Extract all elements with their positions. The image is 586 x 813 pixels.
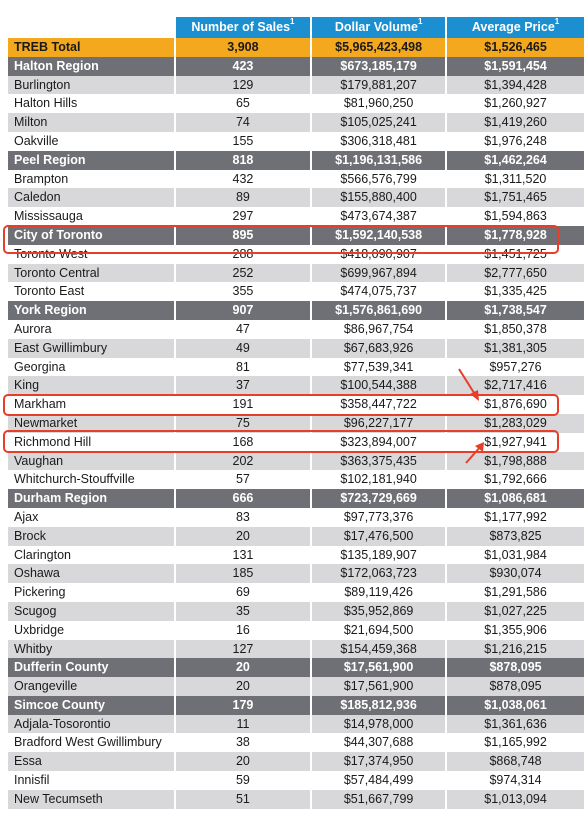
number-of-sales-cell: 297: [176, 207, 310, 226]
average-price-cell: $1,462,264: [447, 151, 584, 170]
table-row-bradford-west-gwillimbury: [8, 733, 584, 752]
average-price-cell: $1,394,428: [447, 76, 584, 95]
dollar-volume-cell: $67,683,926: [312, 339, 445, 358]
area-name-cell: Adjala-Tosorontio: [8, 715, 174, 734]
number-of-sales-cell: 47: [176, 320, 310, 339]
average-price-cell: $1,311,520: [447, 170, 584, 189]
area-name-cell: Halton Hills: [8, 94, 174, 113]
average-price-cell: $1,451,725: [447, 245, 584, 264]
area-name-cell: Peel Region: [8, 151, 174, 170]
average-price-cell: $1,876,690: [447, 395, 584, 414]
average-price-cell: $1,165,992: [447, 733, 584, 752]
number-of-sales-cell: 83: [176, 508, 310, 527]
dollar-volume-cell: $105,025,241: [312, 113, 445, 132]
area-name-cell: Georgina: [8, 358, 174, 377]
number-of-sales-cell: 75: [176, 414, 310, 433]
dollar-volume-cell: $51,667,799: [312, 790, 445, 809]
number-of-sales-cell: 129: [176, 76, 310, 95]
table-row-essa: [8, 752, 584, 771]
average-price-cell: $1,778,928: [447, 226, 584, 245]
area-name-cell: Burlington: [8, 76, 174, 95]
dollar-volume-cell: $17,561,900: [312, 658, 445, 677]
dollar-volume-cell: $14,978,000: [312, 715, 445, 734]
average-price-cell: $2,717,416: [447, 376, 584, 395]
average-price-cell: $1,526,465: [447, 38, 584, 57]
number-of-sales-cell: 11: [176, 715, 310, 734]
number-of-sales-cell: 155: [176, 132, 310, 151]
number-of-sales-cell: 49: [176, 339, 310, 358]
table-row-mississauga: [8, 207, 584, 226]
average-price-cell: $1,283,029: [447, 414, 584, 433]
average-price-cell: $1,792,666: [447, 470, 584, 489]
region-row-city-of-toronto: [8, 226, 584, 245]
area-name-cell: Halton Region: [8, 57, 174, 76]
table-row-new-tecumseth: [8, 790, 584, 809]
area-name-cell: Markham: [8, 395, 174, 414]
number-of-sales-cell: 191: [176, 395, 310, 414]
dollar-volume-cell: $306,318,481: [312, 132, 445, 151]
area-name-cell: Bradford West Gwillimbury: [8, 733, 174, 752]
number-of-sales-cell: 20: [176, 658, 310, 677]
table-row-toronto-west: [8, 245, 584, 264]
table-row-caledon: [8, 188, 584, 207]
table-row-aurora: [8, 320, 584, 339]
average-price-cell: $1,031,984: [447, 546, 584, 565]
header-average-price: Average Price$^1$: [447, 17, 584, 38]
number-of-sales-cell: 65: [176, 94, 310, 113]
number-of-sales-cell: 89: [176, 188, 310, 207]
table-row-ajax: [8, 508, 584, 527]
average-price-cell: $1,260,927: [447, 94, 584, 113]
average-price-cell: $974,314: [447, 771, 584, 790]
number-of-sales-cell: 818: [176, 151, 310, 170]
dollar-volume-cell: $57,484,499: [312, 771, 445, 790]
area-name-cell: Toronto West: [8, 245, 174, 264]
average-price-cell: $1,361,636: [447, 715, 584, 734]
dollar-volume-cell: $81,960,250: [312, 94, 445, 113]
area-name-cell: Toronto Central: [8, 264, 174, 283]
table-row-whitby: [8, 640, 584, 659]
number-of-sales-cell: 288: [176, 245, 310, 264]
area-name-cell: New Tecumseth: [8, 790, 174, 809]
area-name-cell: East Gwillimbury: [8, 339, 174, 358]
region-row-dufferin-county: [8, 658, 584, 677]
average-price-cell: $873,825: [447, 527, 584, 546]
dollar-volume-cell: $1,576,861,690: [312, 301, 445, 320]
number-of-sales-cell: 252: [176, 264, 310, 283]
number-of-sales-cell: 423: [176, 57, 310, 76]
table-row-halton-hills: [8, 94, 584, 113]
dollar-volume-cell: $473,674,387: [312, 207, 445, 226]
dollar-volume-cell: $418,090,907: [312, 245, 445, 264]
area-name-cell: Essa: [8, 752, 174, 771]
footnote-mark: 1: [417, 17, 423, 27]
region-row-treb-total: [8, 38, 584, 57]
dollar-volume-cell: $185,812,936: [312, 696, 445, 715]
dollar-volume-cell: $5,965,423,498: [312, 38, 445, 57]
number-of-sales-cell: 59: [176, 771, 310, 790]
dollar-volume-cell: $179,881,207: [312, 76, 445, 95]
average-price-cell: $1,013,094: [447, 790, 584, 809]
number-of-sales-cell: 131: [176, 546, 310, 565]
sales-table: [6, 17, 586, 809]
area-name-cell: Brock: [8, 527, 174, 546]
dollar-volume-cell: $21,694,500: [312, 621, 445, 640]
dollar-volume-cell: $474,075,737: [312, 282, 445, 301]
dollar-volume-cell: $1,592,140,538: [312, 226, 445, 245]
average-price-cell: $878,095: [447, 658, 584, 677]
table-row-markham: [8, 395, 584, 414]
number-of-sales-cell: 3,908: [176, 38, 310, 57]
number-of-sales-cell: 37: [176, 376, 310, 395]
number-of-sales-cell: 355: [176, 282, 310, 301]
dollar-volume-cell: $1,196,131,586: [312, 151, 445, 170]
table-row-pickering: [8, 583, 584, 602]
dollar-volume-cell: $723,729,669: [312, 489, 445, 508]
area-name-cell: Toronto East: [8, 282, 174, 301]
number-of-sales-cell: 202: [176, 452, 310, 471]
table-row-whitchurch-stouffville: [8, 470, 584, 489]
number-of-sales-cell: 69: [176, 583, 310, 602]
number-of-sales-cell: 38: [176, 733, 310, 752]
dollar-volume-cell: $673,185,179: [312, 57, 445, 76]
table-row-georgina: [8, 358, 584, 377]
dollar-volume-cell: $100,544,388: [312, 376, 445, 395]
number-of-sales-cell: 666: [176, 489, 310, 508]
dollar-volume-cell: $97,773,376: [312, 508, 445, 527]
number-of-sales-cell: 432: [176, 170, 310, 189]
average-price-cell: $1,419,260: [447, 113, 584, 132]
header-dollar-volume: Dollar Volume$^1$: [312, 17, 445, 38]
dollar-volume-cell: $699,967,894: [312, 264, 445, 283]
region-row-peel-region: [8, 151, 584, 170]
average-price-cell: $1,355,906: [447, 621, 584, 640]
area-name-cell: Durham Region: [8, 489, 174, 508]
dollar-volume-cell: $96,227,177: [312, 414, 445, 433]
area-name-cell: York Region: [8, 301, 174, 320]
table-row-brock: [8, 527, 584, 546]
dollar-volume-cell: $363,375,435: [312, 452, 445, 471]
table-row-innisfil: [8, 771, 584, 790]
table-row-orangeville: [8, 677, 584, 696]
dollar-volume-cell: $154,459,368: [312, 640, 445, 659]
dollar-volume-cell: $17,561,900: [312, 677, 445, 696]
table-row-vaughan: [8, 452, 584, 471]
area-name-cell: Innisfil: [8, 771, 174, 790]
average-price-cell: $1,335,425: [447, 282, 584, 301]
area-name-cell: Richmond Hill: [8, 433, 174, 452]
dollar-volume-cell: $77,539,341: [312, 358, 445, 377]
average-price-cell: $1,594,863: [447, 207, 584, 226]
area-name-cell: Pickering: [8, 583, 174, 602]
dollar-volume-cell: $172,063,723: [312, 564, 445, 583]
table-row-brampton: [8, 170, 584, 189]
dollar-volume-cell: $89,119,426: [312, 583, 445, 602]
average-price-cell: $1,291,586: [447, 583, 584, 602]
area-name-cell: Caledon: [8, 188, 174, 207]
table-row-toronto-central: [8, 264, 584, 283]
number-of-sales-cell: 20: [176, 752, 310, 771]
average-price-cell: $1,850,378: [447, 320, 584, 339]
dollar-volume-cell: $566,576,799: [312, 170, 445, 189]
area-name-cell: Orangeville: [8, 677, 174, 696]
table-row-newmarket: [8, 414, 584, 433]
dollar-volume-cell: $323,894,007: [312, 433, 445, 452]
average-price-cell: $1,976,248: [447, 132, 584, 151]
average-price-cell: $1,027,225: [447, 602, 584, 621]
average-price-cell: $868,748: [447, 752, 584, 771]
number-of-sales-cell: 20: [176, 527, 310, 546]
dollar-volume-cell: $102,181,940: [312, 470, 445, 489]
area-name-cell: Aurora: [8, 320, 174, 339]
number-of-sales-cell: 185: [176, 564, 310, 583]
table-row-oakville: [8, 132, 584, 151]
area-name-cell: City of Toronto: [8, 226, 174, 245]
area-name-cell: Scugog: [8, 602, 174, 621]
number-of-sales-cell: 74: [176, 113, 310, 132]
number-of-sales-cell: 81: [176, 358, 310, 377]
average-price-cell: $1,038,061: [447, 696, 584, 715]
number-of-sales-cell: 895: [176, 226, 310, 245]
region-row-halton-region: [8, 57, 584, 76]
average-price-cell: $1,738,547: [447, 301, 584, 320]
average-price-cell: $1,177,992: [447, 508, 584, 527]
number-of-sales-cell: 20: [176, 677, 310, 696]
footnote-mark: 1: [554, 17, 560, 27]
number-of-sales-cell: 907: [176, 301, 310, 320]
table-body: [8, 38, 584, 809]
average-price-cell: $1,751,465: [447, 188, 584, 207]
area-name-cell: Oshawa: [8, 564, 174, 583]
average-price-cell: $1,216,215: [447, 640, 584, 659]
table-row-toronto-east: [8, 282, 584, 301]
table-row-richmond-hill: [8, 433, 584, 452]
table-row-king: [8, 376, 584, 395]
dollar-volume-cell: $17,374,950: [312, 752, 445, 771]
average-price-cell: $878,095: [447, 677, 584, 696]
dollar-volume-cell: $135,189,907: [312, 546, 445, 565]
header-number-of-sales: Number of Sales$^1$: [176, 17, 310, 38]
table-row-clarington: [8, 546, 584, 565]
footnote-mark: 1: [290, 17, 295, 27]
region-row-york-region: [8, 301, 584, 320]
average-price-cell: $1,086,681: [447, 489, 584, 508]
area-name-cell: TREB Total: [8, 38, 174, 57]
dollar-volume-cell: $155,880,400: [312, 188, 445, 207]
area-name-cell: Dufferin County: [8, 658, 174, 677]
number-of-sales-cell: 168: [176, 433, 310, 452]
average-price-cell: $2,777,650: [447, 264, 584, 283]
number-of-sales-cell: 16: [176, 621, 310, 640]
average-price-cell: $957,276: [447, 358, 584, 377]
table-row-east-gwillimbury: [8, 339, 584, 358]
area-name-cell: Mississauga: [8, 207, 174, 226]
table-row-adjala-tosorontio: [8, 715, 584, 734]
table-row-burlington: [8, 76, 584, 95]
region-row-durham-region: [8, 489, 584, 508]
area-name-cell: Ajax: [8, 508, 174, 527]
area-name-cell: Simcoe County: [8, 696, 174, 715]
table-row-uxbridge: [8, 621, 584, 640]
number-of-sales-cell: 51: [176, 790, 310, 809]
average-price-cell: $1,927,941: [447, 433, 584, 452]
number-of-sales-cell: 179: [176, 696, 310, 715]
area-name-cell: Whitchurch-Stouffville: [8, 470, 174, 489]
table-row-milton: [8, 113, 584, 132]
average-price-cell: $1,798,888: [447, 452, 584, 471]
area-name-cell: Uxbridge: [8, 621, 174, 640]
area-name-cell: King: [8, 376, 174, 395]
number-of-sales-cell: 57: [176, 470, 310, 489]
dollar-volume-cell: $17,476,500: [312, 527, 445, 546]
dollar-volume-cell: $44,307,688: [312, 733, 445, 752]
table-row-oshawa: [8, 564, 584, 583]
area-name-cell: Whitby: [8, 640, 174, 659]
table-row-scugog: [8, 602, 584, 621]
area-name-cell: Vaughan: [8, 452, 174, 471]
area-name-cell: Brampton: [8, 170, 174, 189]
average-price-cell: $1,591,454: [447, 57, 584, 76]
area-name-cell: Clarington: [8, 546, 174, 565]
area-name-cell: Milton: [8, 113, 174, 132]
area-name-cell: Newmarket: [8, 414, 174, 433]
dollar-volume-cell: $35,952,869: [312, 602, 445, 621]
area-name-cell: Oakville: [8, 132, 174, 151]
average-price-cell: $930,074: [447, 564, 584, 583]
number-of-sales-cell: 127: [176, 640, 310, 659]
header-blank-cell: [8, 17, 174, 38]
dollar-volume-cell: $358,447,722: [312, 395, 445, 414]
table-header-row: [8, 17, 584, 38]
number-of-sales-cell: 35: [176, 602, 310, 621]
region-row-simcoe-county: [8, 696, 584, 715]
average-price-cell: $1,381,305: [447, 339, 584, 358]
dollar-volume-cell: $86,967,754: [312, 320, 445, 339]
